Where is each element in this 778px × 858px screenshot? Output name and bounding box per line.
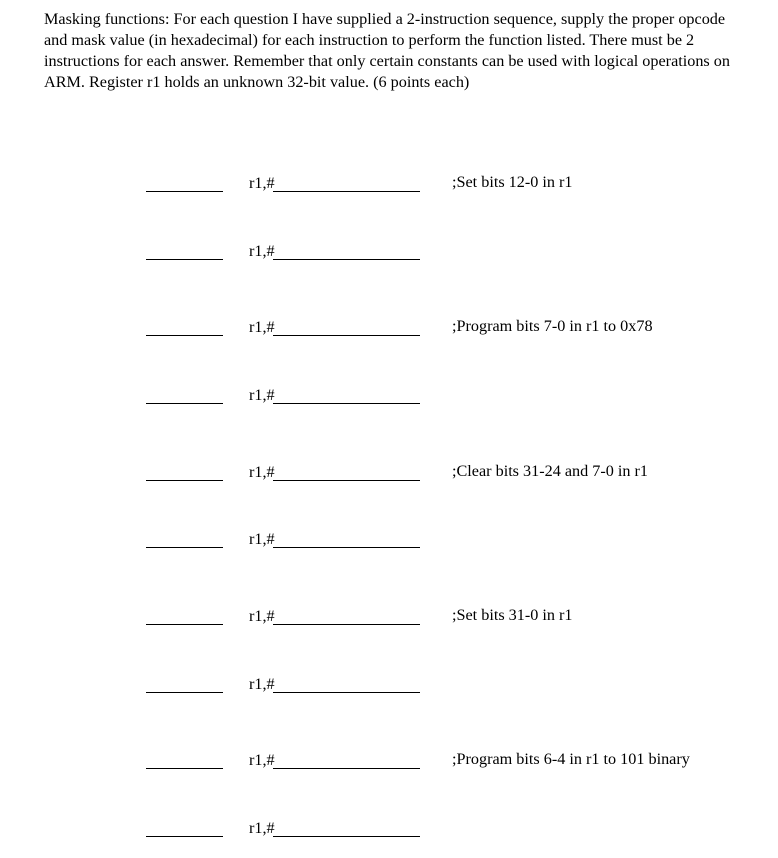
- function-comment: ;Program bits 7-0 in r1 to 0x78: [452, 317, 653, 335]
- question-3-instruction-1: [0, 461, 778, 485]
- operand-prefix: r1,#: [249, 751, 275, 769]
- question-4-instruction-2: [0, 673, 778, 697]
- mask-value-blank[interactable]: [273, 547, 420, 548]
- mask-value-blank[interactable]: [273, 836, 420, 837]
- opcode-blank[interactable]: [146, 259, 223, 260]
- opcode-blank[interactable]: [146, 480, 223, 481]
- mask-value-blank[interactable]: [273, 480, 420, 481]
- instructions-paragraph: Masking functions: For each question I have supplied a 2-instruction sequence, supply the proper opcode and mask value (in hexadecimal) for each instruction to perform the function listed. There must be 2 instructions for each answer. Remember that only certain constants can be used with logical operations on ARM. Register r1 holds an unknown 32-bit value. (6 points each): [44, 10, 730, 91]
- mask-value-blank[interactable]: [273, 191, 420, 192]
- question-2-instruction-1: [0, 316, 778, 340]
- operand-prefix: r1,#: [249, 607, 275, 625]
- opcode-blank[interactable]: [146, 547, 223, 548]
- opcode-blank[interactable]: [146, 403, 223, 404]
- question-1-instruction-2: [0, 240, 778, 264]
- operand-prefix: r1,#: [249, 386, 275, 404]
- function-comment: ;Clear bits 31-24 and 7-0 in r1: [452, 462, 649, 480]
- function-comment: ;Program bits 6-4 in r1 to 101 binary: [452, 750, 690, 768]
- operand-prefix: r1,#: [249, 174, 275, 192]
- mask-value-blank[interactable]: [273, 335, 420, 336]
- question-4-instruction-1: [0, 605, 778, 629]
- function-comment: ;Set bits 31-0 in r1: [452, 606, 573, 624]
- mask-value-blank[interactable]: [273, 259, 420, 260]
- function-comment: ;Set bits 12-0 in r1: [452, 173, 573, 191]
- question-3-instruction-2: [0, 528, 778, 552]
- question-5-instruction-2: [0, 817, 778, 841]
- operand-prefix: r1,#: [249, 463, 275, 481]
- operand-prefix: r1,#: [249, 819, 275, 837]
- mask-value-blank[interactable]: [273, 768, 420, 769]
- operand-prefix: r1,#: [249, 318, 275, 336]
- mask-value-blank[interactable]: [273, 692, 420, 693]
- mask-value-blank[interactable]: [273, 624, 420, 625]
- operand-prefix: r1,#: [249, 530, 275, 548]
- mask-value-blank[interactable]: [273, 403, 420, 404]
- question-1-instruction-1: [0, 172, 778, 196]
- opcode-blank[interactable]: [146, 624, 223, 625]
- opcode-blank[interactable]: [146, 191, 223, 192]
- opcode-blank[interactable]: [146, 692, 223, 693]
- opcode-blank[interactable]: [146, 836, 223, 837]
- operand-prefix: r1,#: [249, 242, 275, 260]
- opcode-blank[interactable]: [146, 335, 223, 336]
- opcode-blank[interactable]: [146, 768, 223, 769]
- question-2-instruction-2: [0, 384, 778, 408]
- question-5-instruction-1: [0, 749, 778, 773]
- operand-prefix: r1,#: [249, 675, 275, 693]
